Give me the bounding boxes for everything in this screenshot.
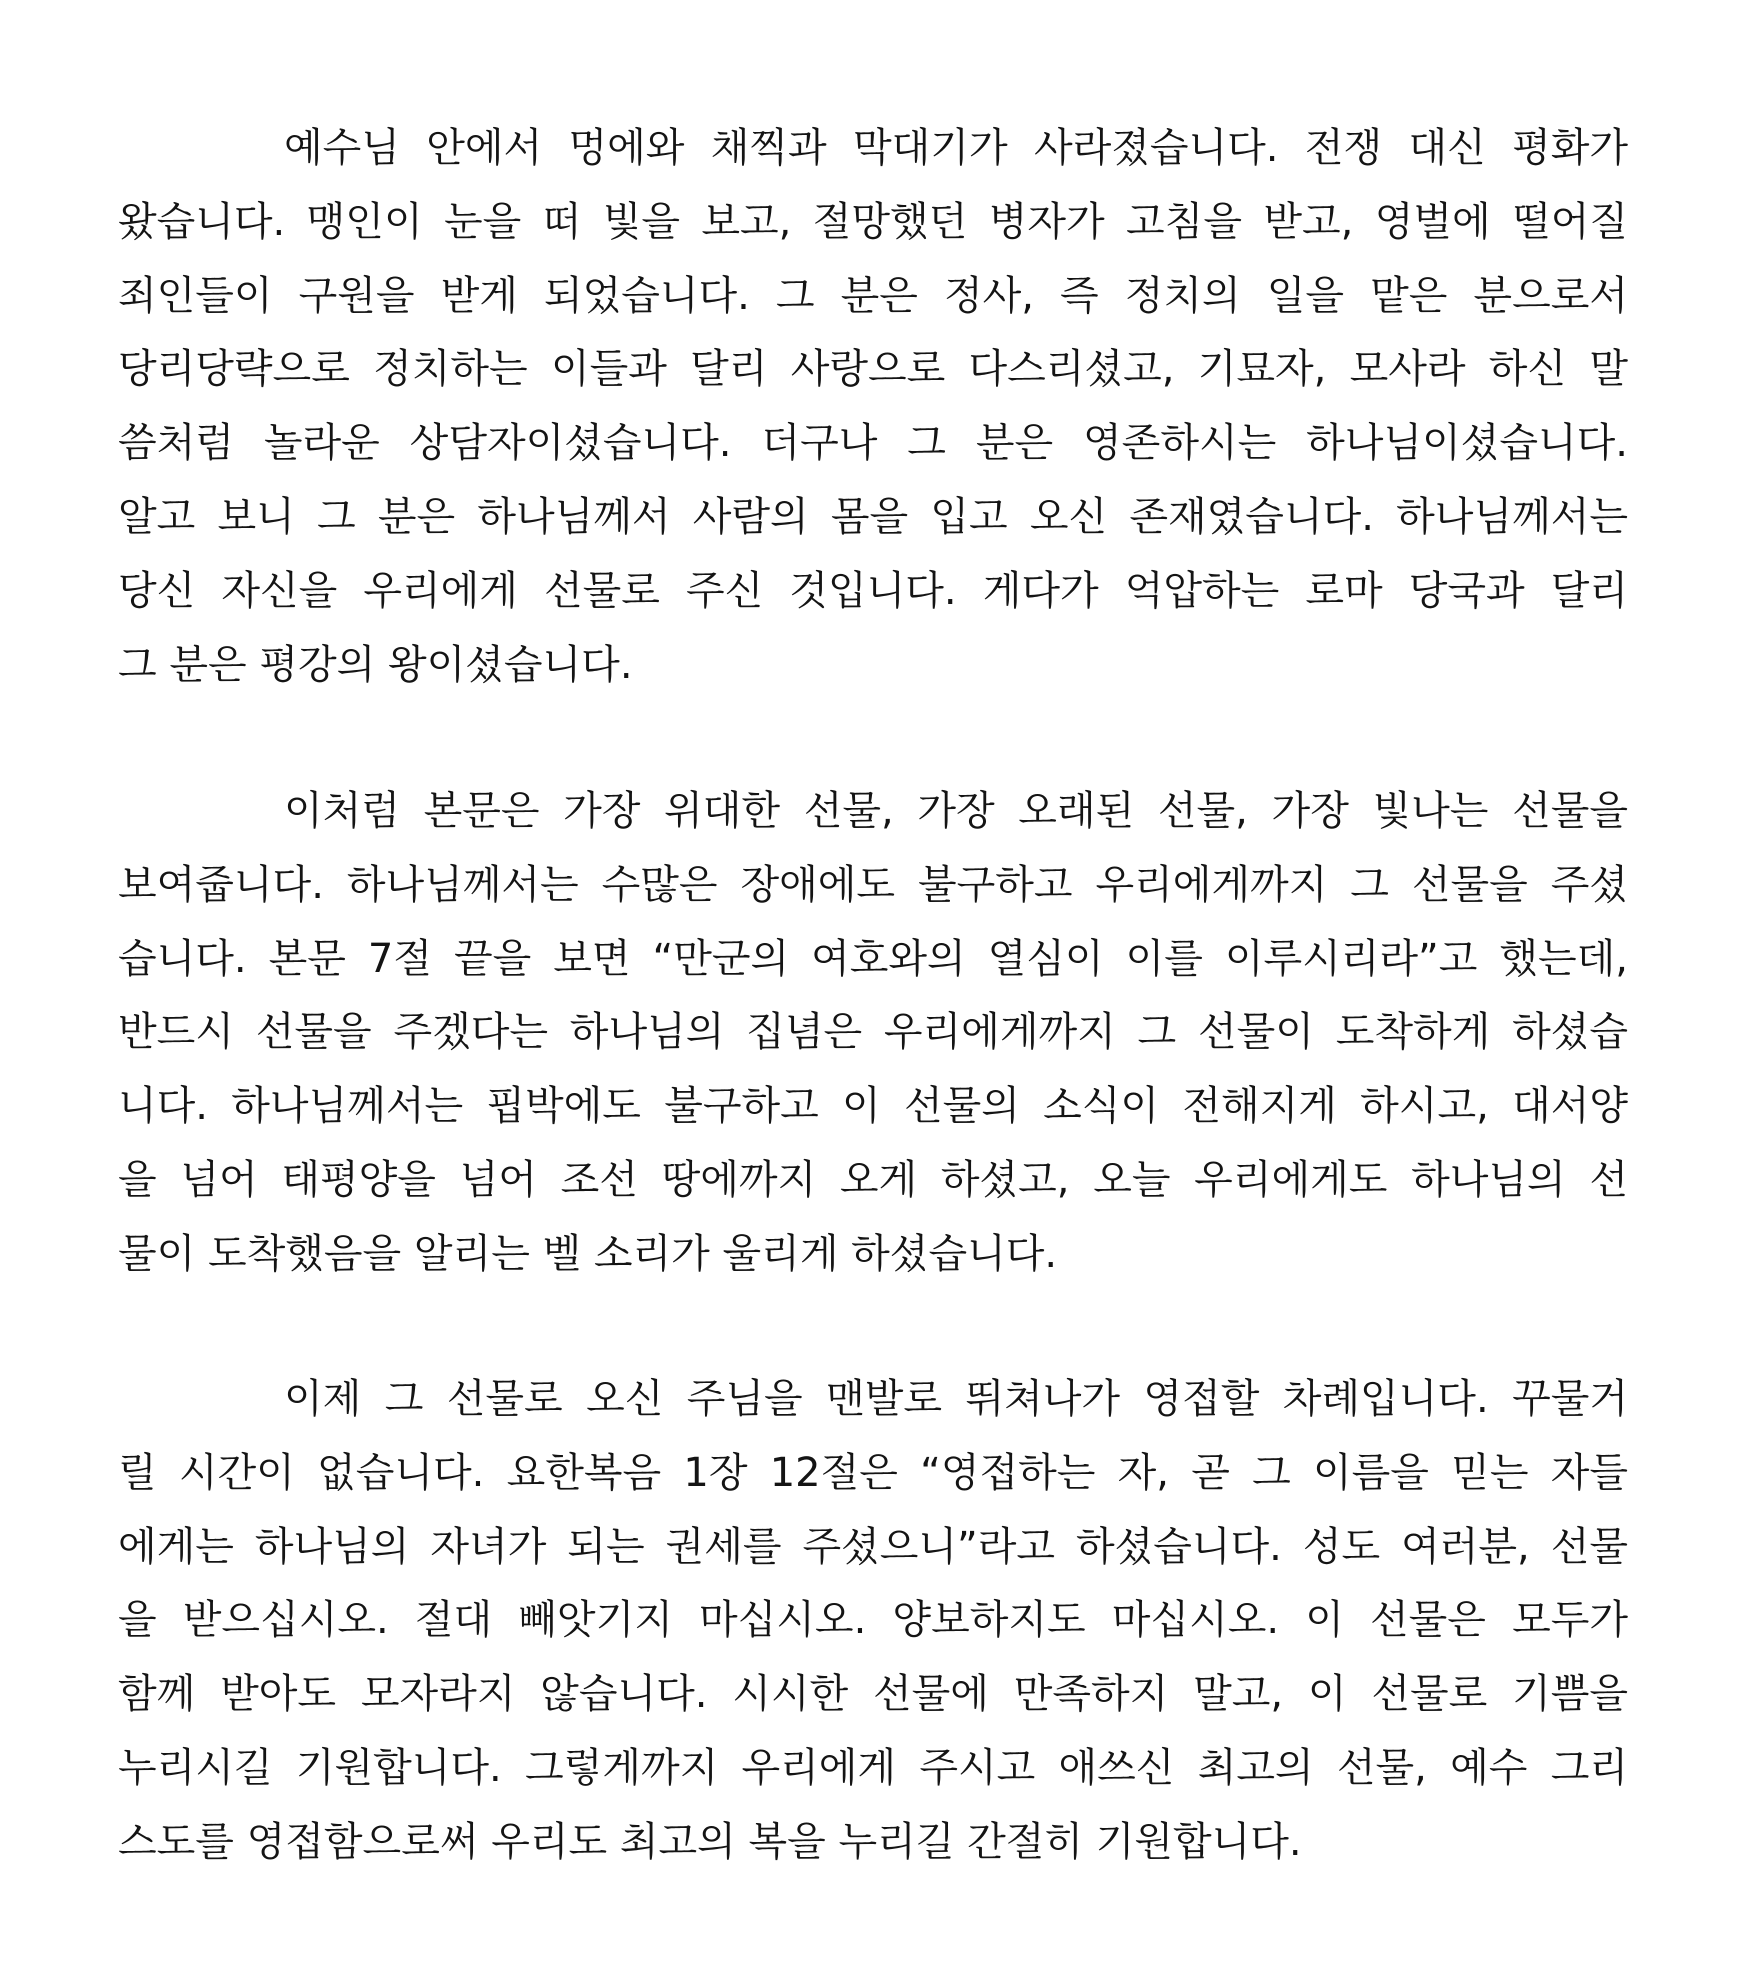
text-line: 이처럼 본문은 가장 위대한 선물, 가장 오래된 선물, 가장 빛나는 선물을 <box>284 788 1628 834</box>
text-line: 이제 그 선물로 오신 주님을 맨발로 뛰쳐나가 영접할 차례입니다. 꾸물거 <box>284 1376 1628 1422</box>
text-line: 당신 자신을 우리에게 선물로 주신 것입니다. 게다가 억압하는 로마 당국과 달리 <box>118 567 1628 614</box>
text-line: 그 분은 평강의 왕이셨습니다. <box>118 641 633 688</box>
text-line: 누리시길 기원합니다. 그렇게까지 우리에게 주시고 애쓰신 최고의 선물, 예수 그리 <box>118 1744 1628 1791</box>
text-line: 습니다. 본문 7절 끝을 보면 “만군의 여호와의 열심이 이를 이루시리라”고 했는데, <box>118 935 1628 982</box>
text-line: 알고 보니 그 분은 하나님께서 사람의 몸을 입고 오신 존재였습니다. 하나님께서는 <box>118 493 1628 540</box>
text-line: 스도를 영접함으로써 우리도 최고의 복을 누리길 간절히 기원합니다. <box>118 1818 1302 1865</box>
text-line: 물이 도착했음을 알리는 벨 소리가 울리게 하셨습니다. <box>118 1230 1058 1277</box>
text-line: 보여줍니다. 하나님께서는 수많은 장애에도 불구하고 우리에게까지 그 선물을 주셨 <box>118 861 1628 908</box>
text-line: 죄인들이 구원을 받게 되었습니다. 그 분은 정사, 즉 정치의 일을 맡은 분으로서 <box>118 272 1628 319</box>
text-line: 왔습니다. 맹인이 눈을 떠 빛을 보고, 절망했던 병자가 고침을 받고, 영벌에 떨어질 <box>118 198 1628 245</box>
paragraph-3 <box>118 1363 1628 1880</box>
text-line: 을 넘어 태평양을 넘어 조선 땅에까지 오게 하셨고, 오늘 우리에게도 하나님의 선 <box>118 1156 1628 1203</box>
paragraph-1 <box>118 112 1628 702</box>
text-line: 니다. 하나님께서는 핍박에도 불구하고 이 선물의 소식이 전해지게 하시고, 대서양 <box>118 1083 1628 1130</box>
text-line: 을 받으십시오. 절대 빼앗기지 마십시오. 양보하지도 마십시오. 이 선물은 모두가 <box>118 1597 1628 1644</box>
paragraph-2 <box>118 775 1628 1292</box>
text-line: 함께 받아도 모자라지 않습니다. 시시한 선물에 만족하지 말고, 이 선물로 기쁨을 <box>118 1671 1628 1718</box>
text-line: 당리당략으로 정치하는 이들과 달리 사랑으로 다스리셨고, 기묘자, 모사라 하신 말 <box>118 346 1628 393</box>
text-line: 릴 시간이 없습니다. 요한복음 1장 12절은 “영접하는 자, 곧 그 이름을 믿는 자들 <box>118 1449 1628 1496</box>
text-line: 씀처럼 놀라운 상담자이셨습니다. 더구나 그 분은 영존하시는 하나님이셨습니다. <box>118 420 1628 467</box>
text-line: 에게는 하나님의 자녀가 되는 권세를 주셨으니”라고 하셨습니다. 성도 여러분, 선물 <box>118 1523 1628 1570</box>
text-line: 반드시 선물을 주겠다는 하나님의 집념은 우리에게까지 그 선물이 도착하게 하셨습 <box>118 1009 1628 1056</box>
text-line: 예수님 안에서 멍에와 채찍과 막대기가 사라졌습니다. 전쟁 대신 평화가 <box>284 125 1628 171</box>
